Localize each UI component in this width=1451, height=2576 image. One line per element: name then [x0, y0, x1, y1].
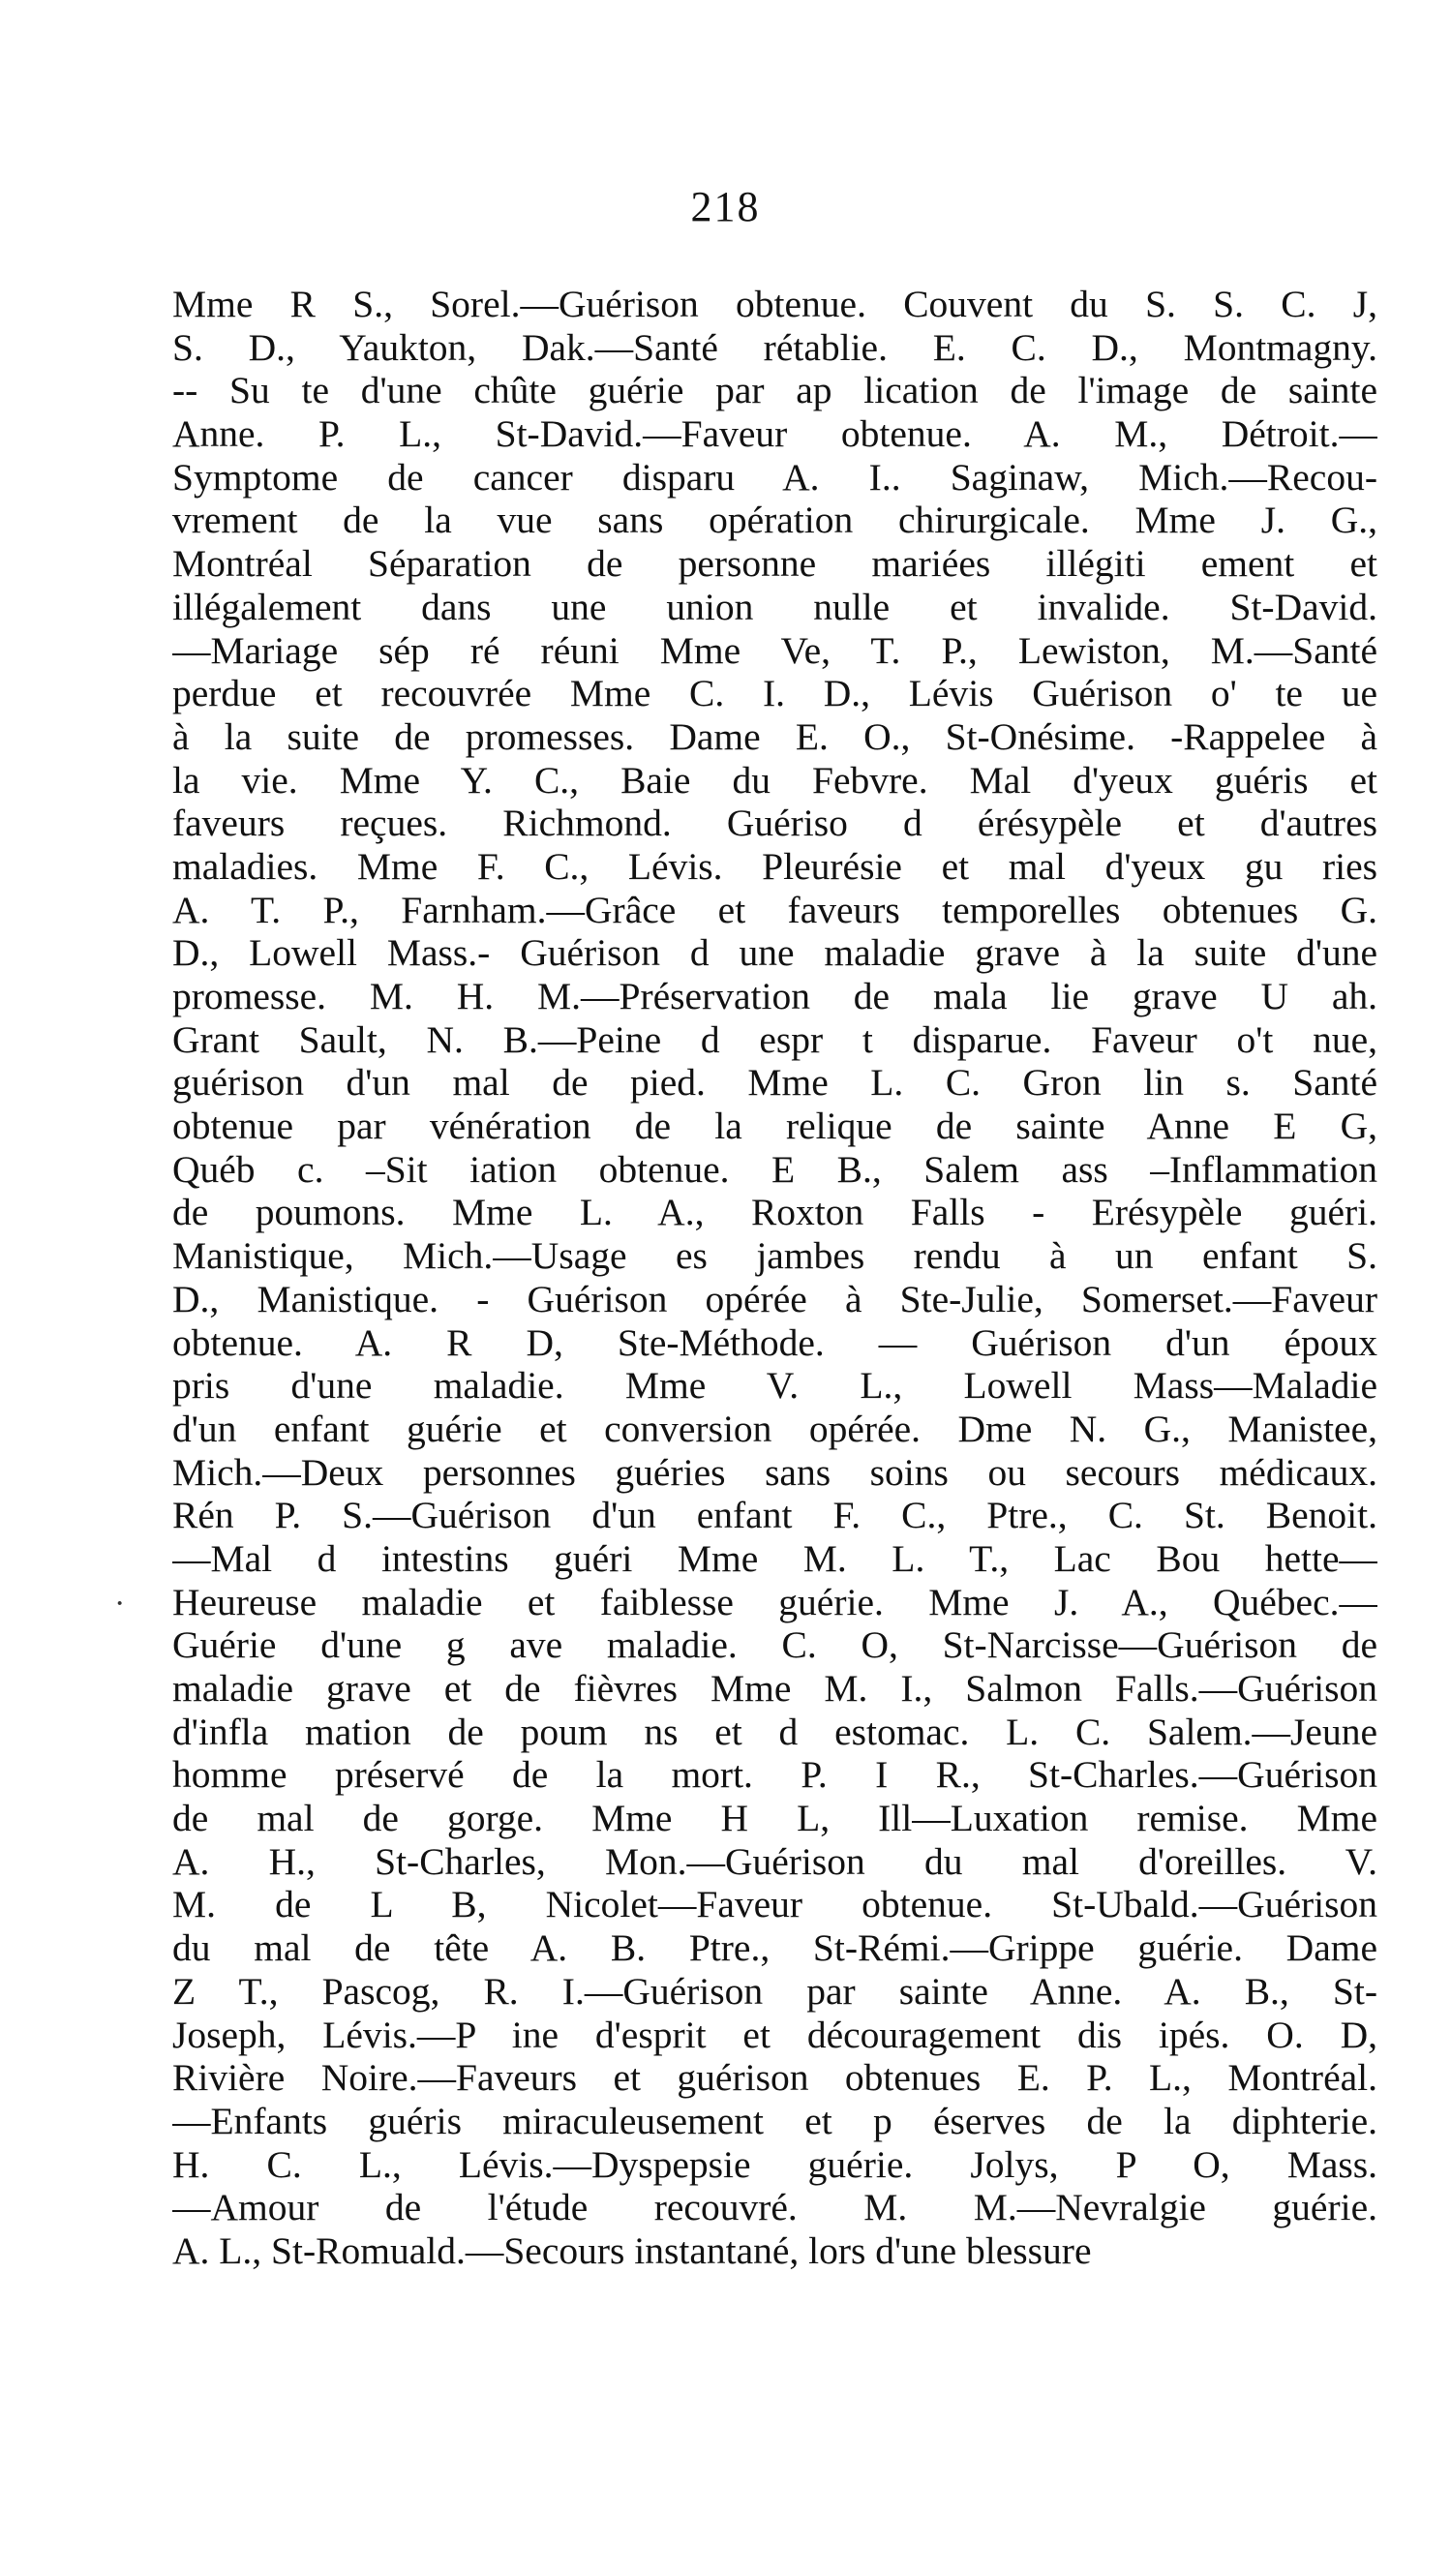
text-line: D., Manistique. - Guérison opérée à Ste-Julie, Somerset.—Faveur: [172, 1277, 1377, 1320]
text-line: d'infla mation de poum ns et d estomac. L. C. Salem.—Jeune: [172, 1710, 1377, 1753]
text-line: A. L., St-Romuald.—Secours instantané, lors d'une blessure: [172, 2228, 1092, 2272]
text-line: Québ c. –Sit iation obtenue. E B., Salem ass –Inflammation: [172, 1147, 1377, 1191]
page-number: 218: [690, 183, 761, 230]
text-line: illégalement dans une union nulle et invalide. St-David.: [172, 585, 1377, 628]
text-line: perdue et recouvrée Mme C. I. D., Lévis Guérison o' te ue: [172, 672, 1377, 715]
text-line: H. C. L., Lévis.—Dyspepsie guérie. Jolys, P O, Mass.: [172, 2142, 1377, 2186]
text-line: obtenue. A. R D, Ste-Méthode. — Guérison d'un époux: [172, 1320, 1377, 1364]
text-line: Symptome de cancer disparu A. I.. Saginaw, Mich.—Recou-: [172, 455, 1377, 499]
text-line: —Mariage sép ré réuni Mme Ve, T. P., Lewiston, M.—Santé: [172, 628, 1377, 672]
text-line: Rén P. S.—Guérison d'un enfant F. C., Ptre., C. St. Benoit.: [172, 1494, 1377, 1537]
text-line: Joseph, Lévis.—P ine d'esprit et découragement dis ipés. O. D,: [172, 2013, 1377, 2056]
text-line: maladie grave et de fièvres Mme M. I., Salmon Falls.—Guérison: [172, 1667, 1377, 1710]
text-line: du mal de tête A. B. Ptre., St-Rémi.—Grippe guérie. Dame: [172, 1926, 1377, 1970]
text-line: Anne. P. L., St-David.—Faveur obtenue. A. M., Détroit.—: [172, 412, 1377, 456]
text-line: faveurs reçues. Richmond. Guériso d érésypèle et d'autres: [172, 802, 1377, 845]
text-line: S. D., Yaukton, Dak.—Santé rétablie. E. C. D., Montmagny.: [172, 325, 1377, 369]
text-line: d'un enfant guérie et conversion opérée. Dme N. G., Manistee,: [172, 1407, 1377, 1450]
text-line: pris d'une maladie. Mme V. L., Lowell Mass—Maladie: [172, 1364, 1377, 1408]
text-line: Guérie d'une g ave maladie. C. O, St-Narcisse—Guérison de: [172, 1623, 1377, 1667]
text-line: de mal de gorge. Mme H L, Ill—Luxation remise. Mme: [172, 1797, 1377, 1840]
text-line: Heureuse maladie et faiblesse guérie. Mme J. A., Québec.—: [172, 1580, 1377, 1623]
text-line: A. H., St-Charles, Mon.—Guérison du mal d'oreilles. V.: [172, 1839, 1377, 1883]
text-line: —Mal d intestins guéri Mme M. L. T., Lac Bou hette—: [172, 1536, 1377, 1580]
body-text: [172, 283, 1377, 2273]
text-line: —Enfants guéris miraculeusement et p éserves de la diphterie.: [172, 2099, 1377, 2142]
text-line: -- Su te d'une chûte guérie par ap lication de l'image de sainte: [172, 369, 1377, 412]
text-line: Rivière Noire.—Faveurs et guérison obtenues E. P. L., Montréal.: [172, 2056, 1377, 2100]
text-line: la vie. Mme Y. C., Baie du Febvre. Mal d'yeux guéris et: [172, 758, 1377, 802]
text-line: obtenue par vénération de la relique de sainte Anne E G,: [172, 1105, 1377, 1148]
text-line: vrement de la vue sans opération chirurgicale. Mme J. G.,: [172, 499, 1377, 542]
text-line: homme préservé de la mort. P. I R., St-Charles.—Guérison: [172, 1753, 1377, 1797]
text-line: Mme R S., Sorel.—Guérison obtenue. Couvent du S. S. C. J,: [172, 283, 1377, 325]
text-line: Mich.—Deux personnes guéries sans soins ou secours médicaux.: [172, 1450, 1377, 1494]
text-line: maladies. Mme F. C., Lévis. Pleurésie et mal d'yeux gu ries: [172, 844, 1377, 888]
text-line: Z T., Pascog, R. I.—Guérison par sainte Anne. A. B., St-: [172, 1969, 1377, 2013]
text-line: Grant Sault, N. B.—Peine d espr t disparue. Faveur o't nue,: [172, 1017, 1377, 1061]
text-line: A. T. P., Farnham.—Grâce et faveurs temporelles obtenues G.: [172, 888, 1377, 931]
text-line: guérison d'un mal de pied. Mme L. C. Gron lin s. Santé: [172, 1061, 1377, 1105]
text-line: Montréal Séparation de personne mariées illégiti ement et: [172, 542, 1377, 586]
text-line: D., Lowell Mass.- Guérison d une maladie grave à la suite d'une: [172, 931, 1377, 975]
margin-mark: ·: [114, 1586, 126, 1621]
text-line: Manistique, Mich.—Usage es jambes rendu à un enfant S.: [172, 1234, 1377, 1278]
text-line: de poumons. Mme L. A., Roxton Falls - Erésypèle guéri.: [172, 1191, 1377, 1234]
text-line: promesse. M. H. M.—Préservation de mala lie grave U ah.: [172, 975, 1377, 1017]
text-line: —Amour de l'étude recouvré. M. M.—Nevralgie guérie.: [172, 2186, 1377, 2229]
text-line: M. de L B, Nicolet—Faveur obtenue. St-Ubald.—Guérison: [172, 1883, 1377, 1926]
text-line: à la suite de promesses. Dame E. O., St-Onésime. -Rappelee à: [172, 714, 1377, 758]
